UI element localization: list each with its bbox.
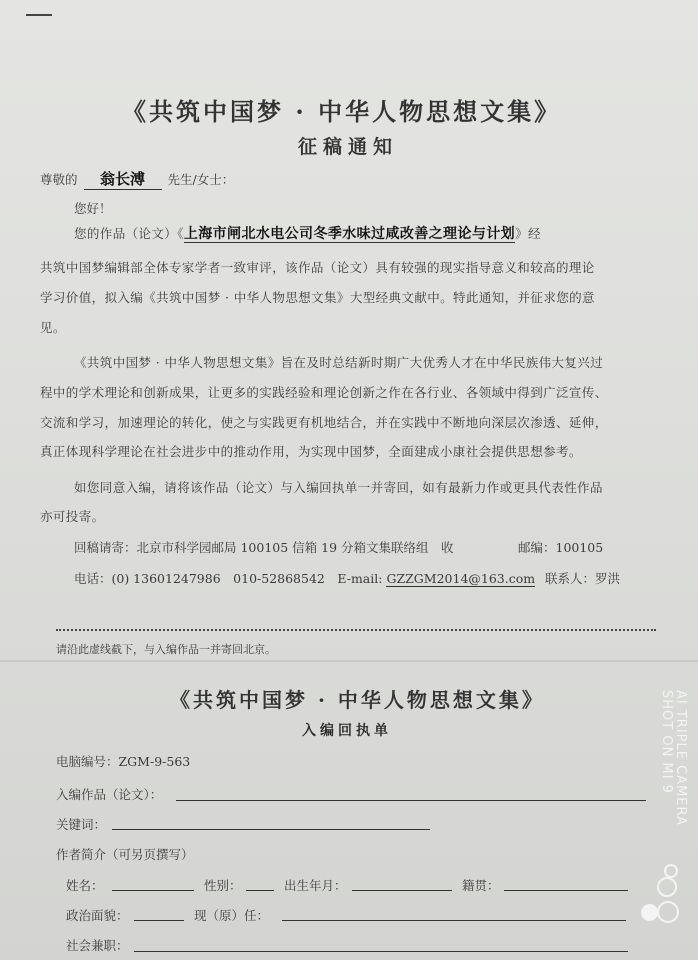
keywords-label: 关键词： <box>56 817 107 832</box>
bio-label: 作者简介（可另页撰写） <box>56 847 194 862</box>
para1-line3: 学习价值，拟入编《共筑中国梦 · 中华人物思想文集》大型经典文献中。特此通知，并征求您的意 <box>40 290 595 305</box>
para3-line1: 如您同意入编，请将该作品（论文）与入编回执单一并寄回，如有最新力作或更具代表性作品 <box>74 480 603 495</box>
birth-label: 出生年月： <box>284 878 347 893</box>
salutation <box>40 168 234 190</box>
watermark-line2: AI TRIPLE CAMERA <box>673 690 688 826</box>
contact-email[interactable]: GZZGM2014@163.com <box>386 571 536 586</box>
paper-fold <box>0 660 698 662</box>
political-label: 政治面貌： <box>66 908 129 923</box>
watermark-dot-3 <box>641 904 658 921</box>
gender-label: 性别： <box>204 878 242 893</box>
para1-line2: 共筑中国梦编辑部全体专家学者一致审评，该作品（论文）具有较强的现实指导意义和较高的理论 <box>40 260 595 275</box>
notice-title: 征稿通知 <box>298 136 399 158</box>
name-input-line[interactable] <box>112 890 194 891</box>
birth-input-line[interactable] <box>352 890 452 891</box>
contact-person: 联系人：罗洪 <box>545 571 621 586</box>
postcode: 邮编：100105 <box>518 540 604 555</box>
contact-line <box>74 569 535 587</box>
para2-line3: 交流和学习，加速理论的转化，使之与实践更有机地结合，并在实践中不断地向深层次渗透、延伸， <box>40 415 608 430</box>
para2-line1: 《共筑中国梦 · 中华人物思想文集》旨在及时总结新时期广大优秀人才在中华民族伟大复兴过 <box>74 355 604 370</box>
computer-number: 电脑编号：ZGM-9-563 <box>56 754 191 769</box>
social-input-line[interactable] <box>134 951 628 952</box>
watermark-dot-2 <box>657 877 677 897</box>
position-input-line[interactable] <box>282 920 626 921</box>
cut-line <box>56 629 656 631</box>
main-title: 《共筑中国梦 · 中华人物思想文集》 <box>122 97 562 126</box>
contact-phone: 电话：(0) 13601247986 010-52868542 E-mail: <box>74 571 383 586</box>
watermark-dot-4 <box>657 901 679 923</box>
para2-line2: 程中的学术理论和创新成果，让更多的实践经验和理论创新之作在各行业、各领域中得到广泛宣传、 <box>40 385 608 400</box>
origin-input-line[interactable] <box>504 890 628 891</box>
form-title: 《共筑中国梦 · 中华人物思想文集》 <box>170 688 545 712</box>
salutation-prefix: 尊敬的 <box>40 172 78 187</box>
political-input-line[interactable] <box>134 920 184 921</box>
keywords-input-line[interactable] <box>112 829 430 830</box>
greeting: 您好！ <box>74 201 112 216</box>
form-subtitle: 入编回执单 <box>302 723 392 739</box>
work-title: 上海市闸北水电公司冬季水味过咸改善之理论与计划 <box>183 226 516 242</box>
salutation-suffix: 先生/女士： <box>167 172 235 187</box>
work-label: 入编作品（论文）： <box>56 787 163 802</box>
para2-line4: 真正体现科学理论在社会进步中的推动作用，为实现中国梦，全面建成小康社会提供思想参考。 <box>40 444 582 459</box>
para1-line4: 见。 <box>40 320 66 335</box>
para1-line1 <box>74 223 698 243</box>
recipient-name: 翁长溥 <box>84 168 162 190</box>
cut-note: 请沿此虚线截下，与入编作品一并寄回北京。 <box>56 643 276 656</box>
work-input-line[interactable] <box>176 800 646 801</box>
watermark-line1: SHOT ON MI 9 <box>659 690 674 794</box>
name-label: 姓名： <box>66 878 104 893</box>
para3-line2: 亦可投寄。 <box>40 509 105 524</box>
camera-watermark <box>659 690 688 850</box>
position-label: 现（原）任： <box>194 908 270 923</box>
pen-mark <box>26 14 52 16</box>
return-address: 回稿请寄：北京市科学园邮局 100105 信箱 19 分箱文集联络组 收 <box>74 540 454 555</box>
para1-prefix: 您的作品（论文）《 <box>74 226 184 241</box>
social-label: 社会兼职： <box>66 938 129 953</box>
gender-input-line[interactable] <box>246 890 274 891</box>
watermark-dot-1 <box>664 864 678 878</box>
para1-suffix: 》经 <box>515 226 541 241</box>
origin-label: 籍贯： <box>462 878 500 893</box>
